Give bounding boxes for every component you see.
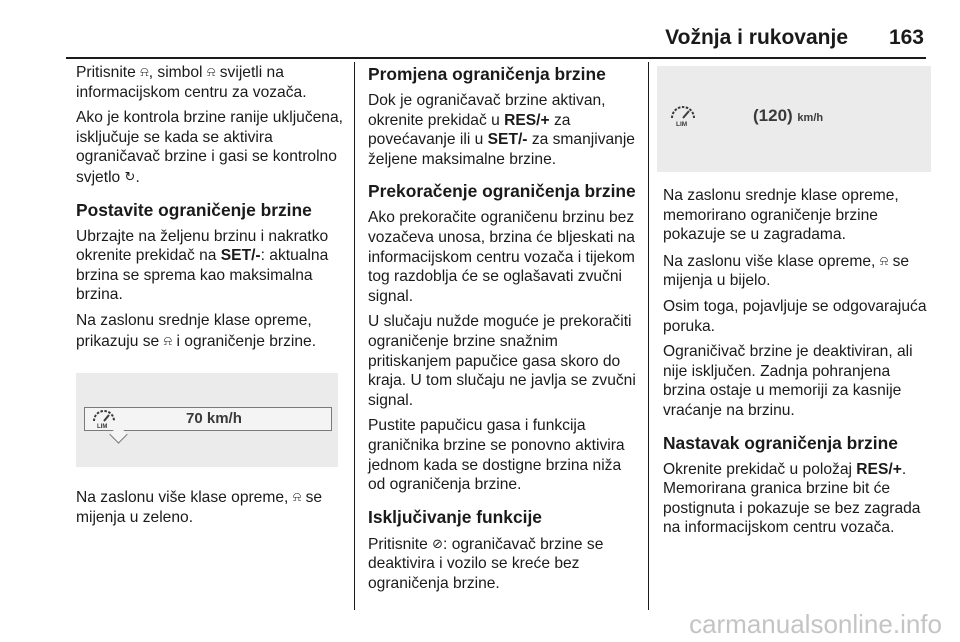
paragraph: Pustite papučicu gasa i funkcija graničnika brzine se ponovno aktivira jednom kada se dostigne brzina niža od ograničenja brzine.: [368, 417, 625, 494]
switch-label: SET/-: [220, 247, 261, 265]
svg-text:LIM: LIM: [97, 424, 108, 430]
speedometer-lim-icon: [669, 104, 697, 128]
page-header: [0, 0, 960, 60]
display-speed-value: 70 km/h: [186, 410, 242, 428]
paragraph: Na zaslonu više klase opreme, ⍾ se mijenja u bijelo.: [663, 252, 910, 290]
speed-limiter-icon: ⍾: [292, 489, 302, 505]
paragraph: Na zaslonu više klase opreme, ⍾ se mijenja u zeleno.: [76, 489, 323, 526]
paragraph: Pritisnite ⍾, simbol ⍾ svijetli na informacijskom centru za vozača.: [76, 64, 307, 101]
header-rule: [66, 57, 926, 59]
paragraph: Ograničivač brzine je deaktiviran, ali nije isključen. Zadnja pohranjena brzina ostaje u memoriji za kasnije vraćanje na brzinu.: [663, 343, 913, 419]
paragraph: Pritisnite ⊘: ograničavač brzine se deaktivira i vozilo se kreće bez ograničenja brzine.: [368, 535, 604, 592]
speed-limiter-icon: ⍾: [879, 252, 889, 268]
paragraph: Ubrzajte na željenu brzinu i nakratko okrenite prekidač na SET/-: aktualna brzina se sprema kao maksimalna brzina.: [76, 227, 329, 304]
section-heading: Isključivanje funkcije: [368, 506, 542, 527]
limiter-off-icon: ⊘: [432, 535, 444, 551]
paragraph: Dok je ograničavač brzine aktivan, okrenite prekidač u RES/+ za povećavanje ili u SET/- za smanjivanje željene maksimalne brzine.: [368, 92, 635, 168]
section-heading: Nastavak ograničenja brzine: [663, 432, 898, 453]
section-heading: Promjena ograničenja brzine: [368, 64, 606, 84]
speedometer-lim-icon: [91, 409, 117, 429]
paragraph: Ako prekoračite ograničenu brzinu bez vozačeva unosa, brzina će bljeskati na informacijskom centru vozača i tijekom tog razdoblja će se oglašavati zvučni signal.: [368, 209, 635, 305]
speed-limiter-icon: ⍾: [206, 64, 216, 79]
section-heading: Postavite ograničenje brzine: [76, 199, 312, 220]
paragraph: U slučaju nužde moguće je prekoračiti ograničenje brzine snažnim pritiskanjem papučice gasa skoro do kraja. U tom slučaju ne javlja se zvučni signal.: [368, 313, 636, 409]
paragraph: Na zaslonu srednje klase opreme, memorirano ograničenje brzine pokazuje se u zagradama.: [663, 187, 899, 244]
speed-limiter-icon: ⍾: [140, 64, 149, 79]
display-illustration-stored: [657, 66, 931, 172]
column-divider: [648, 62, 649, 610]
column-middle: [368, 62, 642, 599]
column-right: [663, 62, 929, 544]
cruise-control-icon: ↻: [124, 168, 136, 184]
paragraph: Okrenite prekidač u položaj RES/+. Memorirana granica brzine bit će postignuta i pokazuje se bez zagrada na informacijskom centru vozača.: [663, 460, 921, 537]
display-speed-value: (120) km/h: [753, 106, 824, 125]
display-illustration-midlevel: [76, 373, 338, 467]
switch-label: RES/+: [856, 460, 902, 478]
column-left: [76, 62, 348, 533]
watermark: carmanualsonline.info: [689, 609, 942, 639]
speed-limiter-icon: ⍾: [163, 332, 173, 348]
paragraph: Na zaslonu srednje klase opreme, prikazuju se ⍾ i ograničenje brzine.: [76, 311, 317, 350]
svg-text:LIM: LIM: [676, 121, 688, 128]
page-title: Vožnja i rukovanje: [665, 26, 848, 49]
page-number: 163: [888, 26, 924, 49]
paragraph: Osim toga, pojavljuje se odgovarajuća poruka.: [663, 297, 927, 335]
switch-label: RES/+: [504, 111, 550, 129]
paragraph: Ako je kontrola brzine ranije uključena, isključuje se kada se aktivira ograničavač brzine i gasi se kontrolno svjetlo ↻.: [76, 109, 343, 186]
column-divider: [354, 62, 355, 610]
switch-label: SET/-: [487, 131, 528, 149]
section-heading: Prekoračenje ograničenja brzine: [368, 181, 636, 202]
